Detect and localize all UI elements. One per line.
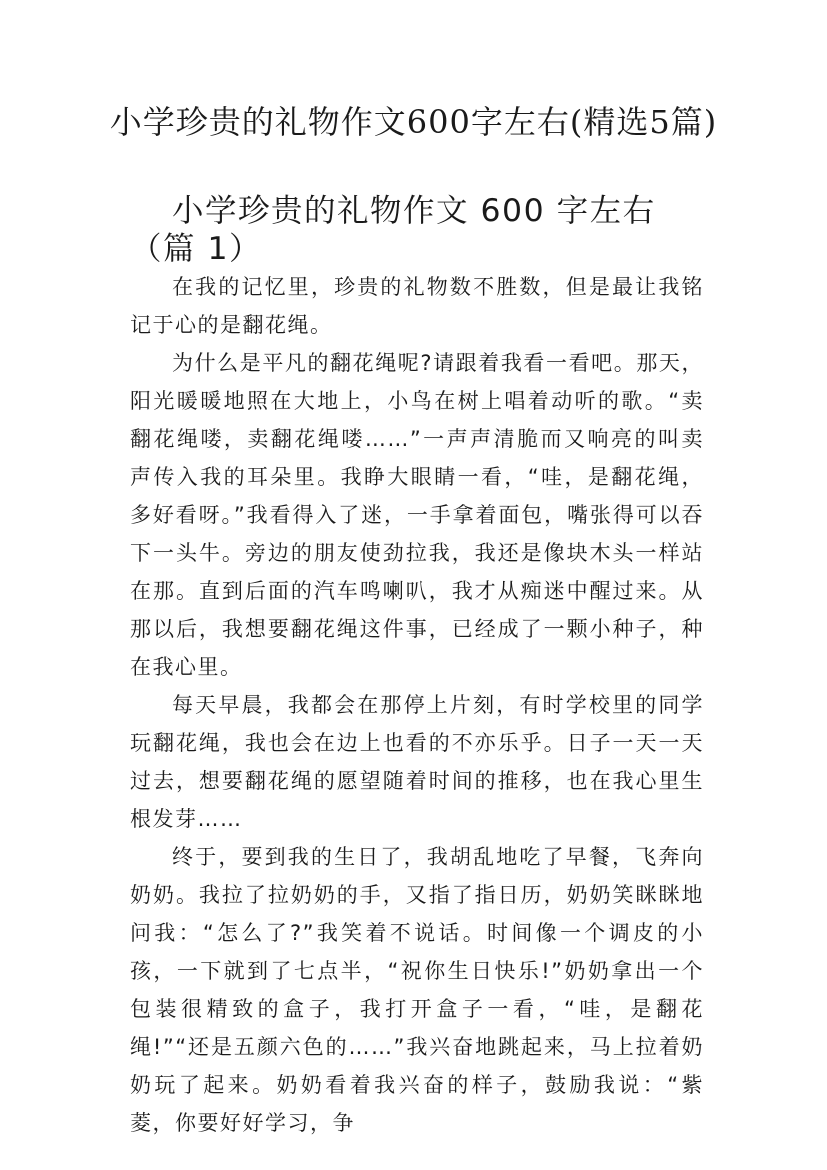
section-heading: 小学珍贵的礼物作文 600 字左右（篇 1） — [130, 193, 656, 267]
document-body — [130, 192, 704, 1142]
paragraph-1: 在我的记忆里，珍贵的礼物数不胜数，但是最让我铭记于心的是翻花绳。 — [130, 275, 704, 337]
paragraph-3: 每天早晨，我都会在那停上片刻，有时学校里的同学玩翻花绳，我也会在边上也看的不亦乐乎。日子一天一天过去，想要翻花绳的愿望随着时间的推移，也在我心里生根发芽…… — [130, 693, 704, 831]
document-title: 小学珍贵的礼物作文600字左右(精选5篇) — [109, 103, 718, 141]
paragraph-4: 终于，要到我的生日了，我胡乱地吃了早餐，飞奔向奶奶。我拉了拉奶奶的手，又指了指日历，奶奶笑眯眯地问我：“怎么了?”我笑着不说话。时间像一个调皮的小孩，一下就到了七点半，“祝你生日快乐!”奶奶拿出一个包装很精致的盒子，我打开盒子一看，“哇，是翻花绳!”“还是五颜六色的……”我兴奋地跳起来，马上拉着奶奶玩了起来。奶奶看着我兴奋的样子，鼓励我说：“紫菱，你要好好学习，争 — [130, 845, 704, 1135]
paragraph-2: 为什么是平凡的翻花绳呢?请跟着我看一看吧。那天，阳光暖暖地照在大地上，小鸟在树上唱着动听的歌。“卖翻花绳喽，卖翻花绳喽……”一声声清脆而又响亮的叫卖声传入我的耳朵里。我睁大眼睛一看，“哇，是翻花绳，多好看呀。”我看得入了迷，一手拿着面包，嘴张得可以吞下一头牛。旁边的朋友使劲拉我，我还是像块木头一样站在那。直到后面的汽车鸣喇叭，我才从痴迷中醒过来。从那以后，我想要翻花绳这件事，已经成了一颗小种子，种在我心里。 — [130, 351, 704, 679]
